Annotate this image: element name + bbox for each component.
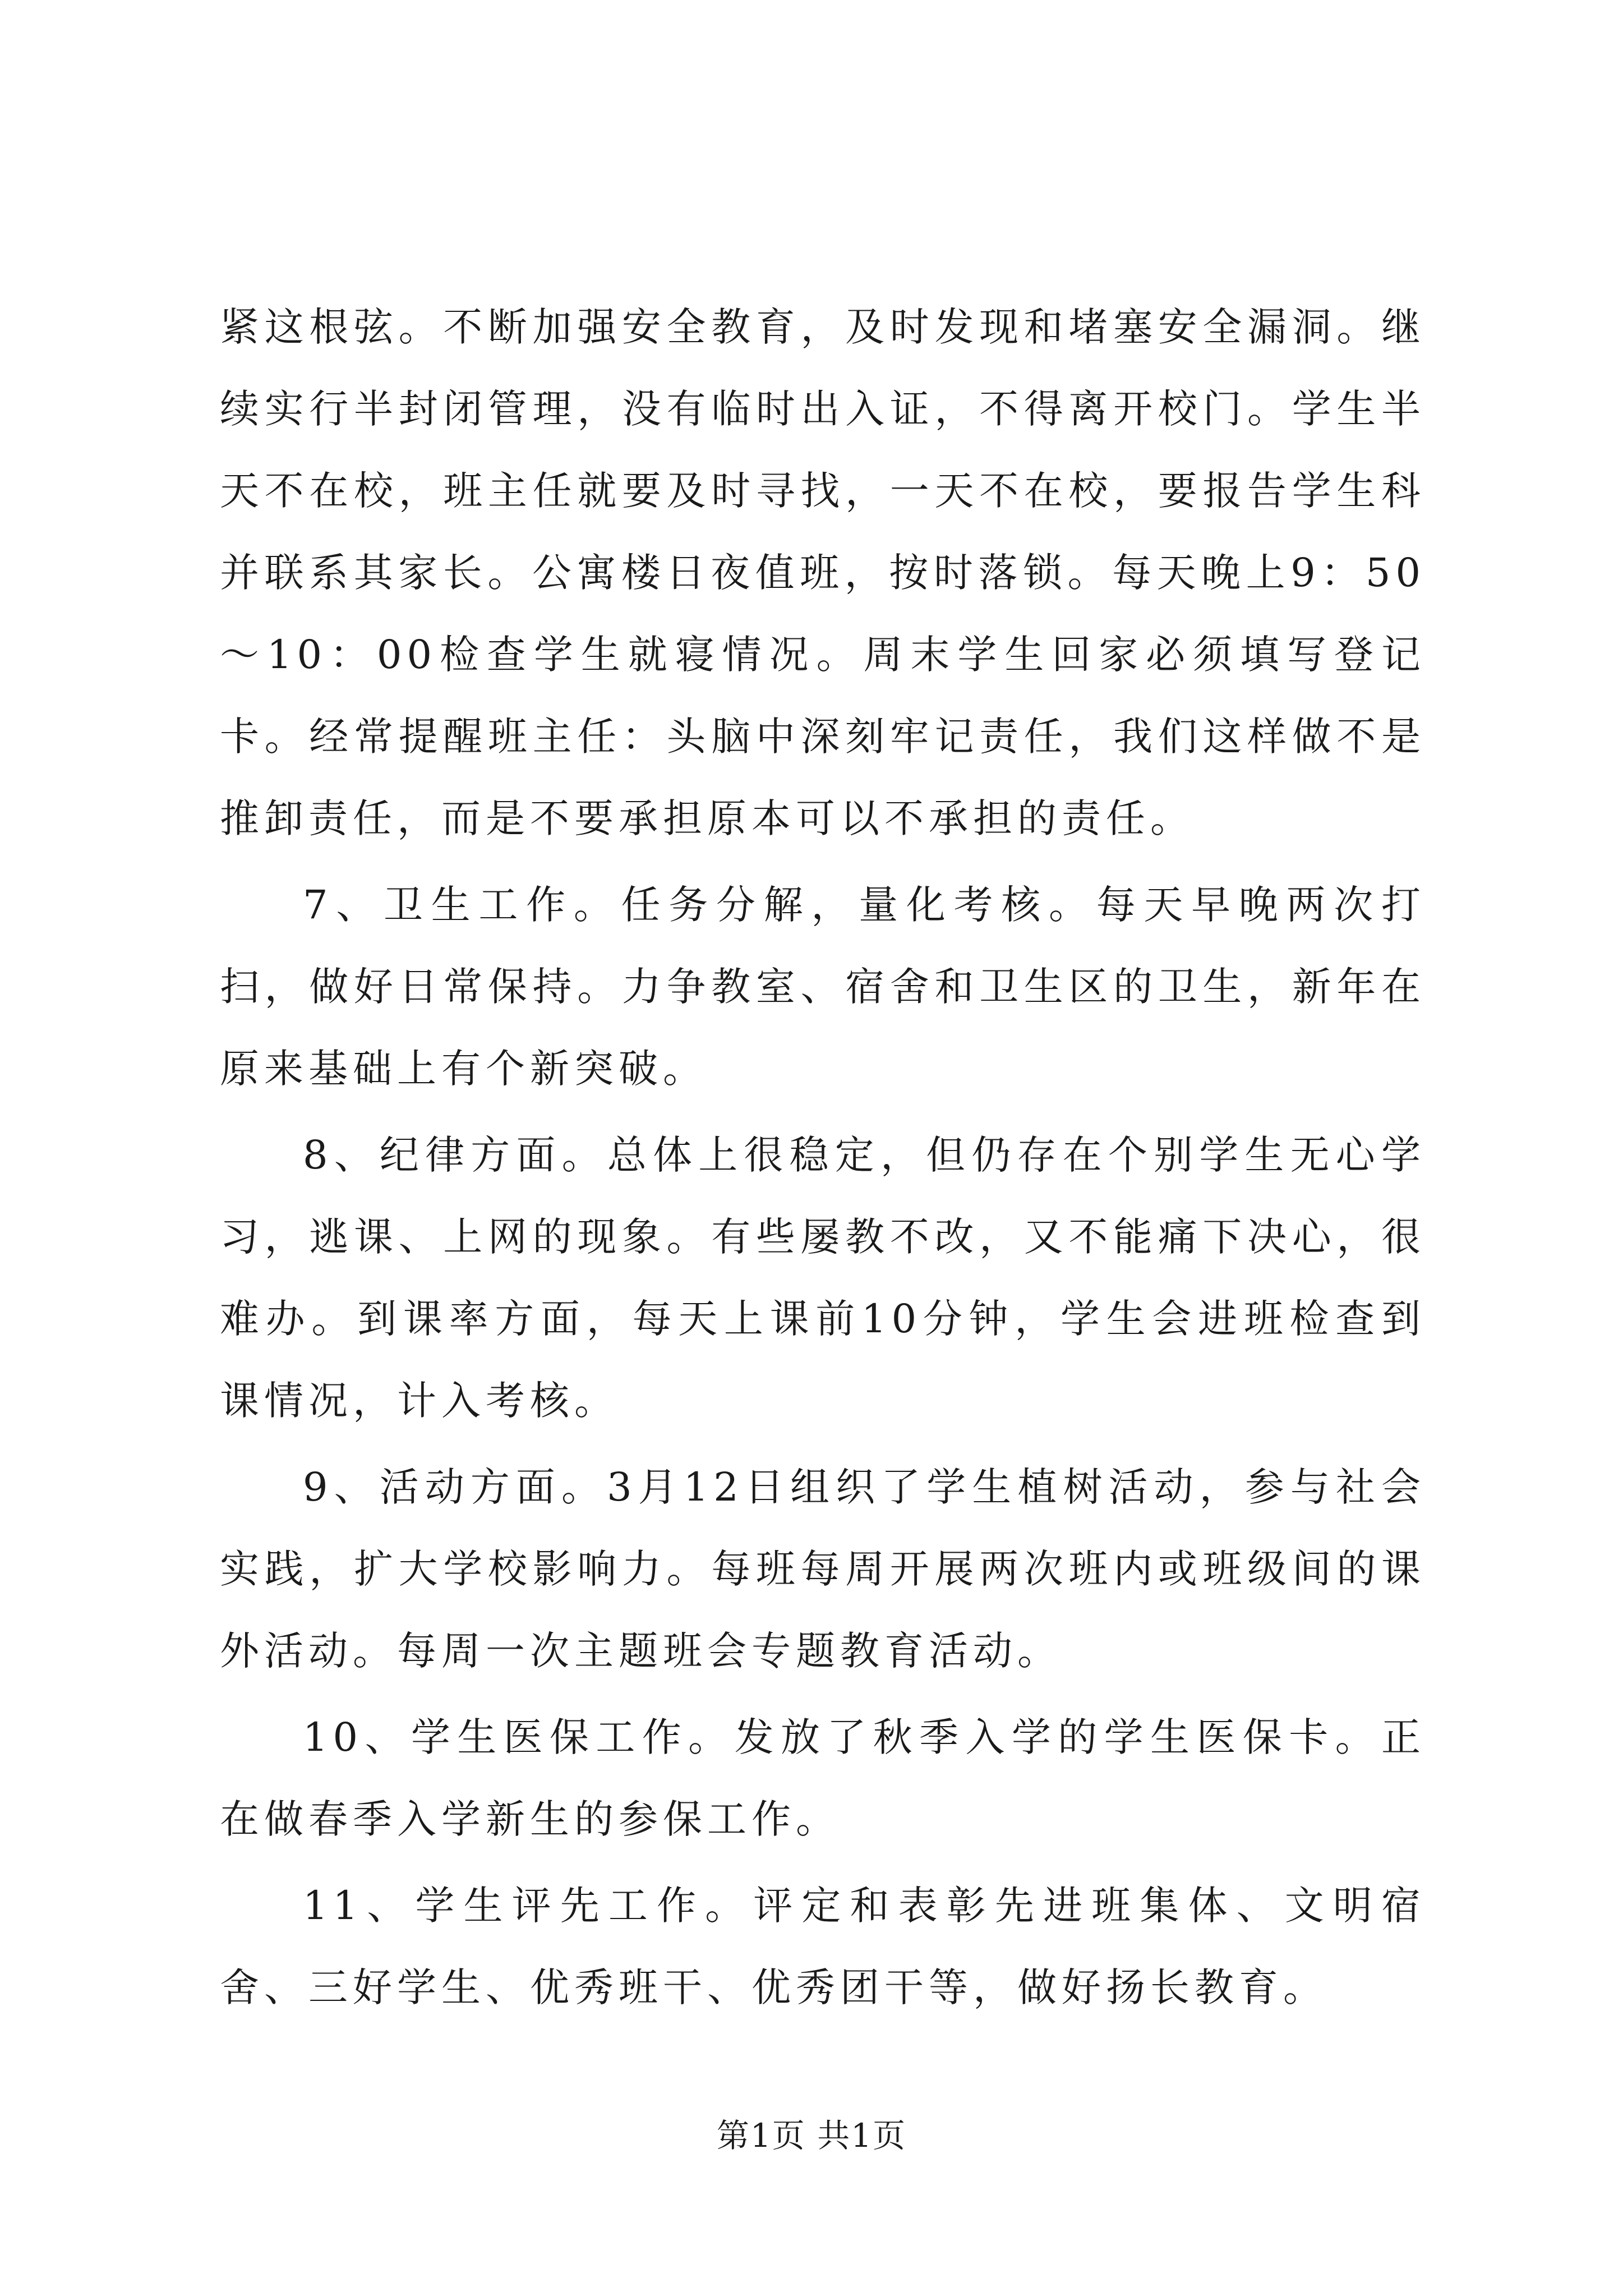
paragraph-item-9: 9、活动方面。3月12日组织了学生植树活动，参与社会实践，扩大学校影响力。每班每周开展两次班内或班级间的课外活动。每周一次主题班会专题教育活动。 [220,1464,1426,1674]
document-body [220,286,1426,2028]
page-number-footer: 第1页 共1页 [716,2116,907,2155]
paragraph-continuation: 紧这根弦。不断加强安全教育，及时发现和堵塞安全漏洞。继续实行半封闭管理，没有临时出入证，不得离开校门。学生半天不在校，班主任就要及时寻找，一天不在校，要报告学生科并联系其家长。公寓楼日夜值班，按时落锁。每天晚上9：50～10：00检查学生就寝情况。周末学生回家必须填写登记卡。经常提醒班主任：头脑中深刻牢记责任，我们这样做不是推卸责任，而是不要承担原本可以不承担的责任。 [220,304,1426,841]
paragraph-item-8: 8、纪律方面。总体上很稳定，但仍存在个别学生无心学习，逃课、上网的现象。有些屡教不改，又不能痛下决心，很难办。到课率方面，每天上课前10分钟，学生会进班检查到课情况，计入考核。 [220,1132,1426,1424]
paragraph-item-11: 11、学生评先工作。评定和表彰先进班集体、文明宿舍、三好学生、优秀班干、优秀团干等，做好扬长教育。 [220,1883,1426,2010]
paragraph-item-10: 10、学生医保工作。发放了秋季入学的学生医保卡。正在做春季入学新生的参保工作。 [220,1714,1426,1842]
paragraph-item-7: 7、卫生工作。任务分解，量化考核。每天早晚两次打扫，做好日常保持。力争教室、宿舍和卫生区的卫生，新年在原来基础上有个新突破。 [220,882,1426,1092]
